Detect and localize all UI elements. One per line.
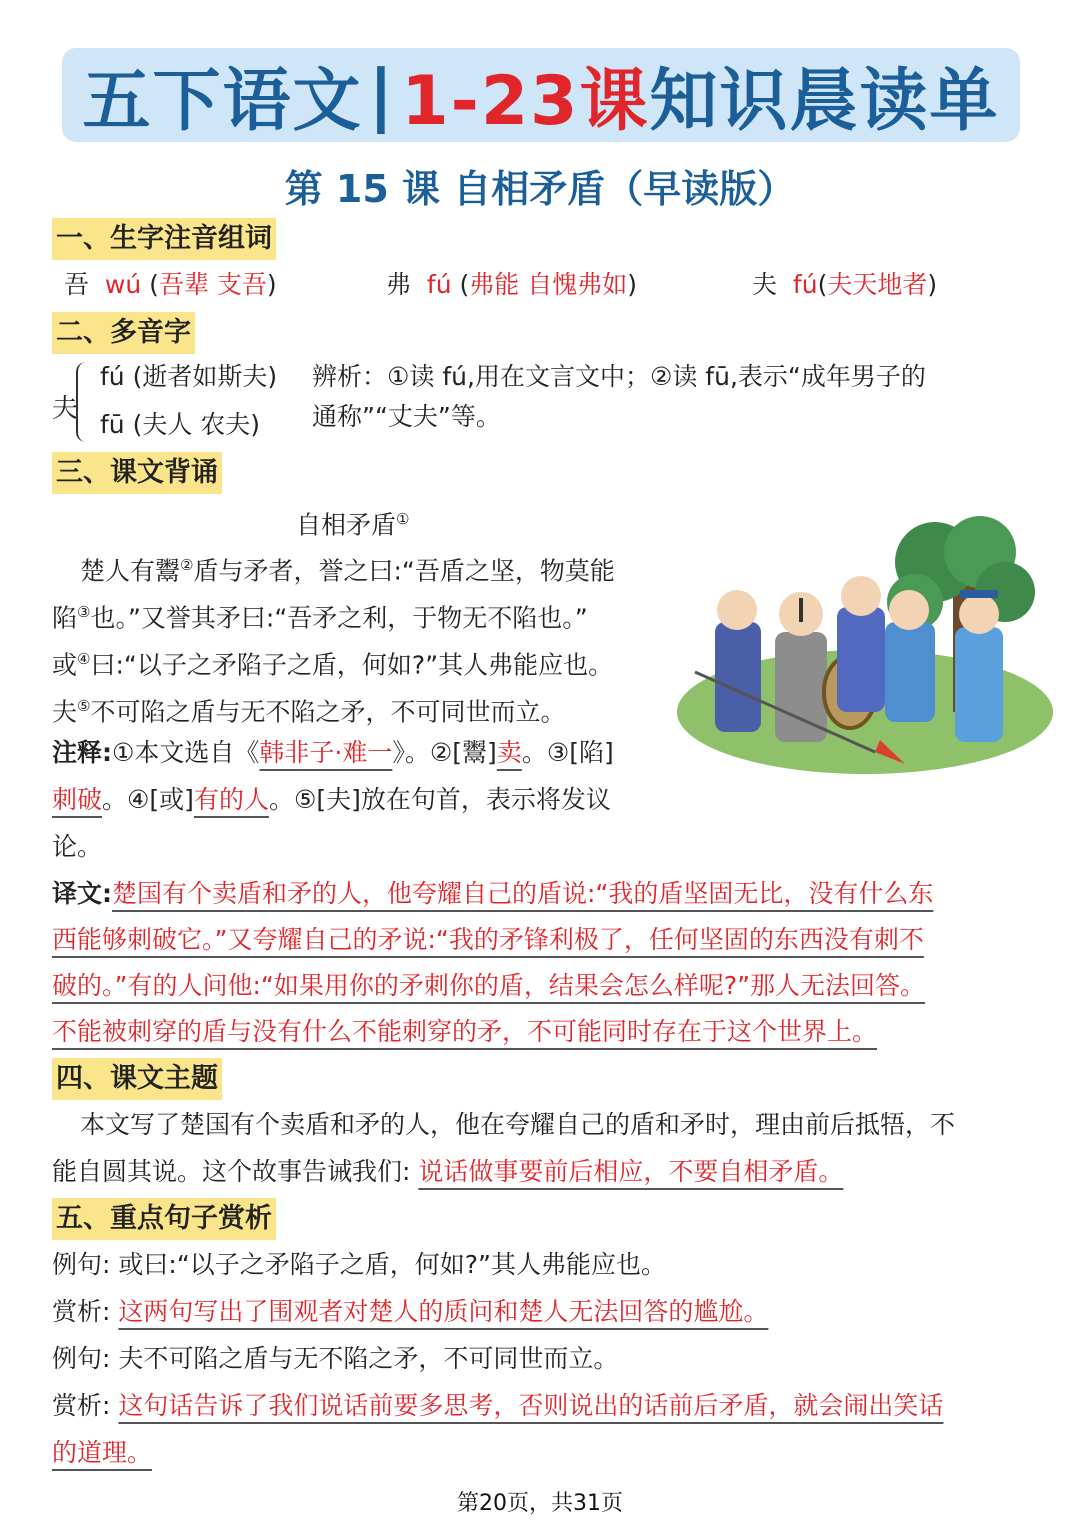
section-heading-4: 四、课文主题: [52, 1058, 222, 1100]
char: 夫: [752, 270, 778, 299]
translation-line-3: 破的。”有的人问他:“如果用你的矛刺你的盾，结果会怎么样呢?”那人无法回答。: [52, 971, 926, 1000]
text-line-1: 楚人有鬻②盾与矛者，誉之曰:“吾盾之坚，物莫能: [80, 556, 615, 586]
story-illustration: [675, 512, 1055, 774]
figure-left: [715, 590, 761, 732]
lesson-title: 第 15 课 自相矛盾（早读版）: [284, 167, 796, 211]
text-line-4: 夫⑤不可陷之盾与无不陷之矛，不可同世而立。: [52, 697, 566, 727]
char-entry-1: 吾 wú (吾辈 支吾): [64, 270, 277, 299]
poem-title: 自相矛盾①: [296, 510, 410, 540]
pinyin: fú: [426, 270, 452, 299]
section-heading-5: 五、重点句子赏析: [52, 1198, 276, 1240]
figure-middle: [837, 576, 885, 712]
analysis-1: 赏析: 这两句写出了围观者对楚人的质问和楚人无法回答的尴尬。: [52, 1297, 769, 1326]
example-1: 例句: 或曰:“以子之矛陷子之盾，何如?”其人弗能应也。: [52, 1250, 666, 1279]
words: 夫天地者: [827, 270, 928, 299]
notes-line-1: 注释:①本文选自《韩非子·难一》。②[鬻]卖。③[陷]: [52, 738, 614, 767]
section-heading-3: 三、课文背诵: [52, 452, 222, 494]
polyphone-note-line2: 通称”“丈夫”等。: [312, 402, 501, 431]
text-line-3: 或④曰:“以子之矛陷子之盾，何如?”其人弗能应也。: [52, 650, 614, 680]
notes-line-3: 论。: [52, 832, 103, 861]
text-line-2: 陷③也。”又誉其矛曰:“吾矛之利，于物无不陷也。”: [52, 603, 588, 633]
section-heading-2: 二、多音字: [52, 312, 195, 354]
char: 弗: [386, 270, 412, 299]
reading-1: fú (逝者如斯夫): [100, 362, 278, 391]
words: 弗能 自愧弗如: [469, 270, 628, 299]
figure-right1: [885, 590, 935, 722]
polyphone-note-line1: 辨析：①读 fú,用在文言文中；②读 fū,表示“成年男子的: [312, 362, 926, 391]
reading-2: fū (夫人 农夫): [100, 410, 261, 439]
section-heading-1: 一、生字注音组词: [52, 218, 276, 260]
figure-right2: [955, 590, 1003, 742]
example-2: 例句: 夫不可陷之盾与无不陷之矛，不可同世而立。: [52, 1344, 619, 1373]
theme-line-2: 能自圆其说。这个故事告诫我们: 说话做事要前后相应，不要自相矛盾。: [52, 1157, 844, 1186]
banner-separator: |: [368, 55, 396, 135]
pinyin: fú: [792, 270, 818, 299]
char-entry-2: 弗 fú (弗能 自愧弗如): [386, 270, 638, 299]
translation-line-4: 不能被刺穿的盾与没有什么不能刺穿的矛，不可能同时存在于这个世界上。: [52, 1017, 878, 1046]
char: 吾: [64, 270, 90, 299]
words: 吾辈 支吾: [158, 270, 267, 299]
banner-title: [62, 48, 1020, 142]
translation-line-1: 译文:楚国有个卖盾和矛的人，他夸耀自己的盾说:“我的盾坚固无比，没有什么东: [52, 879, 934, 908]
theme-line-1: 本文写了楚国有个卖盾和矛的人，他在夸耀自己的盾和矛时，理由前后抵牾，不: [80, 1110, 956, 1139]
notes-line-2: 刺破。④[或]有的人。⑤[夫]放在句首，表示将发议: [52, 785, 611, 814]
banner-part2: 1-23课: [401, 61, 650, 141]
translation-line-2: 西能够刺破它。”又夸耀自己的矛说:“我的矛锋利极了，任何坚固的东西没有刺不: [52, 925, 924, 954]
analysis-2-cont: 的道理。: [52, 1438, 153, 1467]
analysis-2: 赏析: 这句话告诉了我们说话前要多思考，否则说出的话前后矛盾，就会闹出笑话: [52, 1391, 944, 1420]
banner-part1: 五下语文: [82, 61, 363, 141]
char-entry-3: 夫 fú(夫天地者): [752, 270, 938, 299]
page-footer: 第20页，共31页: [457, 1491, 623, 1516]
brace-symbol: [76, 362, 92, 442]
polyphone-char: 夫: [52, 394, 79, 424]
banner-part3: 知识晨读单: [649, 61, 1000, 141]
pinyin: wú: [104, 270, 142, 299]
